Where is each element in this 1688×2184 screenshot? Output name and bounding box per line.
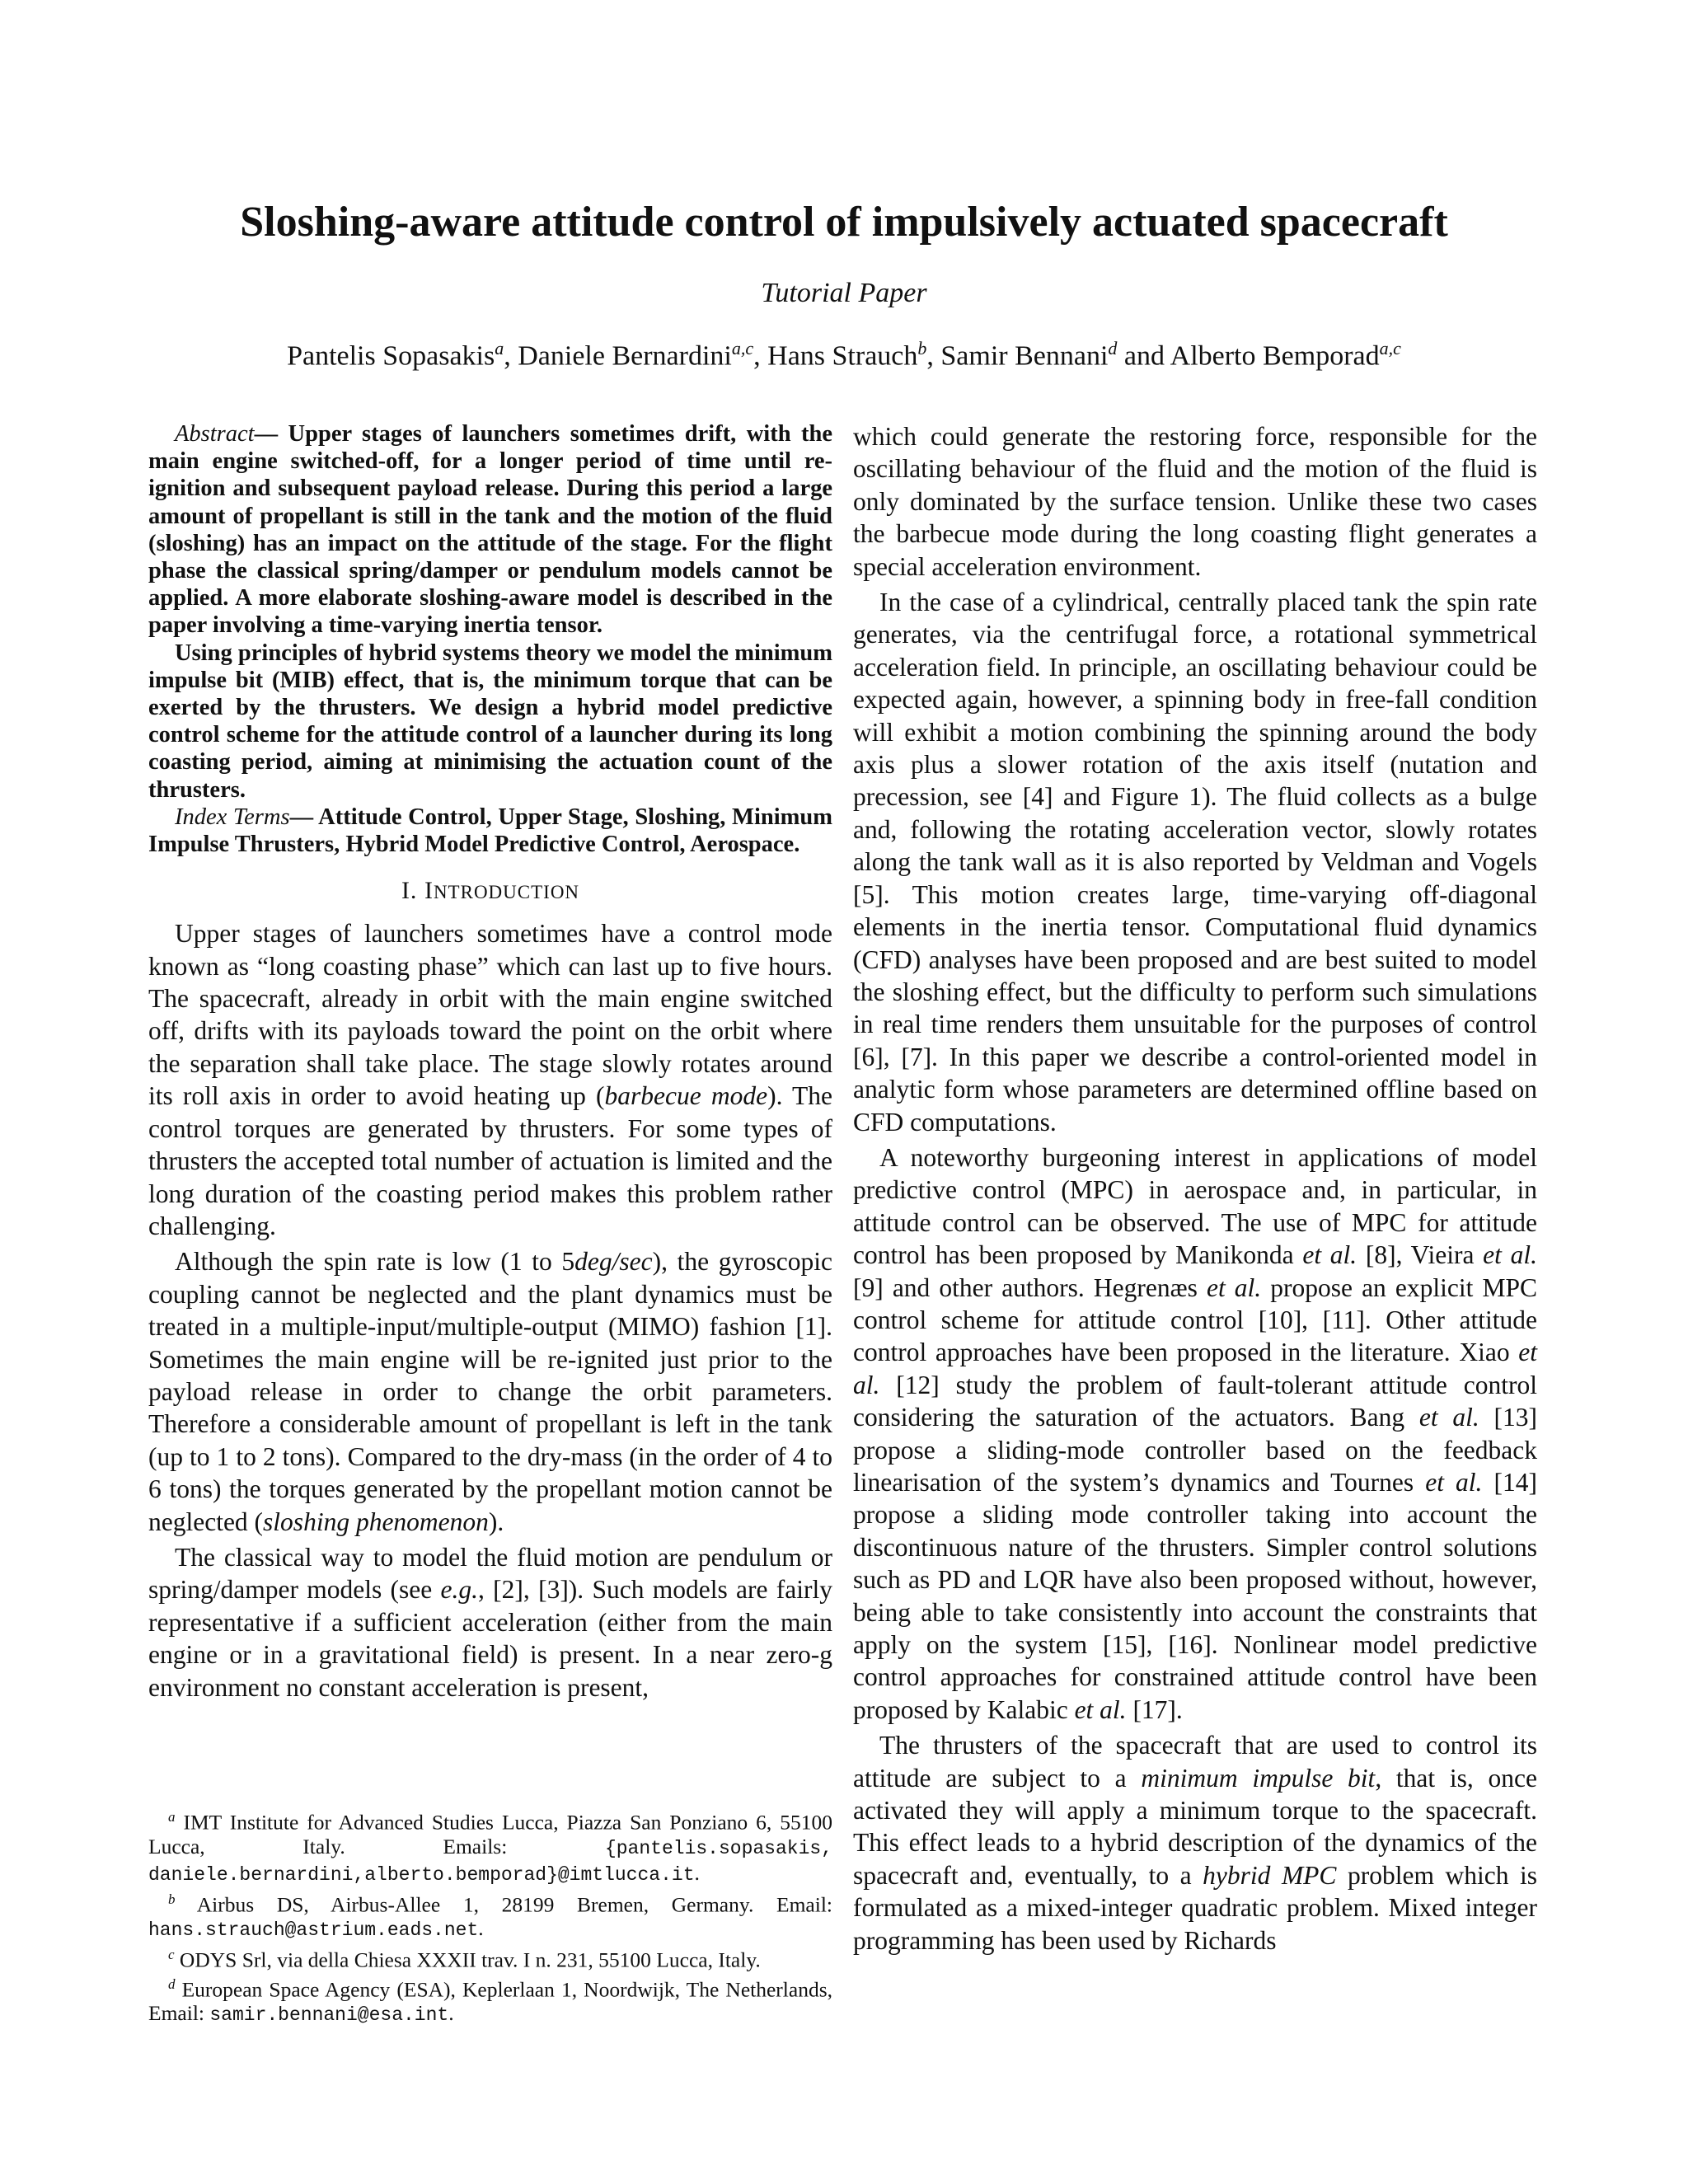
body-paragraph: The classical way to model the fluid motion are pendulum or spring/damper models (see e.g., [2], [3]). Such models are fairly representative if a sufficient acceleration (either from the main engine or in a gravitational field) is present. In a near zero-g environment no constant acceleration is present, bbox=[148, 1542, 832, 1702]
email-address: hans.strauch@astrium.eads.net bbox=[148, 1919, 479, 1941]
author-name: Samir Bennani bbox=[940, 340, 1109, 372]
section-number: I. bbox=[401, 877, 418, 905]
left-column bbox=[148, 420, 832, 1707]
index-terms-label: Index Terms bbox=[175, 804, 290, 830]
paper-subtitle: Tutorial Paper bbox=[761, 278, 927, 308]
author-name: Alberto Bemporad bbox=[1170, 340, 1380, 372]
author-affiliation-mark: b bbox=[917, 338, 927, 359]
left-body-text bbox=[148, 917, 832, 1704]
footnote: $^c$ ODYS Srl, via della Chiesa XXXII trav. I n. 231, 55100 Lucca, Italy. bbox=[168, 1947, 761, 1972]
footnotes bbox=[148, 1805, 832, 2027]
email-address: samir.bennani@esa.int bbox=[209, 2004, 449, 2026]
body-paragraph: A noteworthy burgeoning interest in applications of model predictive control (MPC) in aerospace and, in particular, in attitude control can be observed. The use of MPC for attitude control has been proposed by Manikonda et al. [8], Vieira et al. [9] and other authors. Hegrenæs et al. propose an explicit MPC control scheme for attitude control [10], [11]. Other attitude control approaches have been proposed in the literature. Xiao et al. [12] study the problem of fault-tolerant attitude control considering the saturation of the actuators. Bang et al. [13] propose a sliding-mode controller based on the feedback linearisation of the system’s dynamics and Tournes et al. [14] propose a sliding mode controller taking into account the discontinuous nature of the thrusters. Simpler control solutions such as PD and LQR have also been proposed without, however, being able to take consistently into account the constraints that apply on the system [15], [16]. Nonlinear model predictive control approaches for constrained attitude control have been proposed by Kalabic et al. [17]. bbox=[853, 1142, 1537, 1724]
footnote: $^a$ IMT Institute for Advanced Studies Lucca, Piazza San Ponziano 6, 55100 Lucca, Italy. Emails: {pantelis.sopasakis, daniele.bernardini,alberto.bemporad}@imtlucca.it. bbox=[148, 1809, 832, 1886]
author-separator: , bbox=[753, 340, 768, 372]
abstract-paragraph: Abstract— Upper stages of launchers sometimes drift, with the main engine switched-off, for a longer period of time until re-ignition and subsequent payload release. During this period a large amount of propellant is still in the tank and the motion of the fluid (sloshing) has an impact on the attitude of the stage. For the flight phase the classical spring/damper or pendulum models cannot be applied. A more elaborate sloshing-aware model is described in the paper involving a time-varying inertia tensor. bbox=[148, 421, 833, 639]
index-terms: Index Terms— Attitude Control, Upper Stage, Sloshing, Minimum Impulse Thrusters, Hybrid Model Predictive Control, Aerospace. bbox=[148, 804, 832, 858]
email-address: {pantelis.sopasakis, daniele.bernardini,alberto.bemporad}@imtlucca.it bbox=[148, 1837, 832, 1886]
author-affiliation-mark: a,c bbox=[731, 338, 754, 359]
author-separator: , bbox=[926, 340, 941, 372]
paper-title: Sloshing-aware attitude control of impulsively actuated spacecraft bbox=[240, 199, 1448, 246]
body-paragraph: In the case of a cylindrical, centrally placed tank the spin rate generates, via the centrifugal force, a rotational symmetrical acceleration field. In principle, an oscillating behaviour could be expected again, however, a spinning body in free-fall condition will exhibit a motion combining the spinning around the body axis plus a slower rotation of the axis itself (nutation and precession, see [4] and Figure 1). The fluid collects as a bulge and, following the rotating acceleration vector, slowly rotates along the tank wall as it is also reported by Veldman and Vogels [5]. This motion creates large, time-varying off-diagonal elements in the inertia tensor. Computational fluid dynamics (CFD) analyses have been proposed and are best suited to model the sloshing effect, but the difficulty to perform such simulations in real time renders them unsuitable for the purposes of control [6], [7]. In this paper we describe a control-oriented model in analytic form whose parameters are determined offline based on CFD computations. bbox=[853, 588, 1537, 1137]
body-paragraph: Although the spin rate is low (1 to 5deg/sec), the gyroscopic coupling cannot be neglected and the plant dynamics must be treated in a multiple-input/multiple-output (MIMO) fashion [1]. Sometimes the main engine will be re-ignited just prior to the payload release in order to change the orbit parameters. Therefore a considerable amount of propellant is left in the tank (up to 1 to 2 tons). Compared to the dry-mass (in the order of 4 to 6 tons) the torques generated by the propellant motion cannot be neglected (sloshing phenomenon). bbox=[148, 1247, 833, 1536]
author-name: Hans Strauch bbox=[767, 340, 918, 372]
section-title-rest: NTRODUCTION bbox=[433, 882, 580, 903]
abstract-text: Upper stages of launchers sometimes drift, with the main engine switched-off, for a longer period of time until re-ignition and subsequent payload release. During this period a large amount of propellant is still in the tank and the motion of the fluid (sloshing) has an impact on the attitude of the stage. For the flight phase the classical spring/damper or pendulum models cannot be applied. A more elaborate sloshing-aware model is described in the paper involving a time-varying inertia tensor. bbox=[148, 421, 833, 639]
abstract-label: Abstract bbox=[175, 421, 255, 447]
body-paragraph: which could generate the restoring force, responsible for the oscillating behaviour of the fluid and the motion of the fluid is only dominated by the surface tension. Unlike these two cases the barbecue mode during the long coasting flight generates a special acceleration environment. bbox=[853, 422, 1537, 581]
right-column bbox=[853, 420, 1537, 1960]
body-paragraph: Upper stages of launchers sometimes have a control mode known as “long coasting phase” which can last up to five hours. The spacecraft, already in orbit with the main engine switched off, drifts with its payloads toward the point on the orbit where the separation shall take place. The stage slowly rotates around its roll axis in order to avoid heating up (barbecue mode). The control torques are generated by thrusters. For some types of thrusters the accepted total number of actuation is limited and the long duration of the coasting period makes this problem rather challenging. bbox=[148, 919, 832, 1240]
author-separator: , bbox=[504, 340, 518, 372]
author-separator: and bbox=[1117, 340, 1170, 372]
body-paragraph: The thrusters of the spacecraft that are used to control its attitude are subject to a minimum impulse bit, that is, once activated they will apply a minimum torque to the spacecraft. This effect leads to a hybrid description of the dynamics of the spacecraft and, eventually, to a hybrid MPC problem which is formulated as a mixed-integer quadratic problem. Mixed integer programming has been used by Richards bbox=[853, 1731, 1537, 1955]
author-name: Daniele Bernardini bbox=[518, 340, 732, 372]
author-list bbox=[0, 330, 1688, 375]
author-affiliation-mark: a bbox=[495, 338, 504, 359]
footnote: $^d$ European Space Agency (ESA), Keplerlaan 1, Noordwijk, The Netherlands, Email: samir.bennani@esa.int. bbox=[148, 1975, 832, 2026]
footnote: $^b$ Airbus DS, Airbus-Allee 1, 28199 Bremen, Germany. Email: hans.strauch@astrium.eads.net. bbox=[148, 1891, 832, 1941]
section-heading bbox=[148, 874, 832, 909]
author-affiliation-mark: d bbox=[1108, 338, 1118, 359]
section-title-initial: I bbox=[424, 877, 434, 905]
abstract-paragraph: Using principles of hybrid systems theory we model the minimum impulse bit (MIB) effect, that is, the minimum torque that can be exerted by the thrusters. We design a hybrid model predictive control scheme for the attitude control of a launcher during its long coasting period, aiming at minimising the actuation count of the thrusters. bbox=[148, 640, 832, 803]
author-name: Pantelis Sopasakis bbox=[287, 340, 495, 372]
author-affiliation-mark: a,c bbox=[1379, 338, 1401, 359]
index-terms-text: Attitude Control, Upper Stage, Sloshing, Minimum Impulse Thrusters, Hybrid Model Predictive Control, Aerospace. bbox=[148, 804, 832, 858]
